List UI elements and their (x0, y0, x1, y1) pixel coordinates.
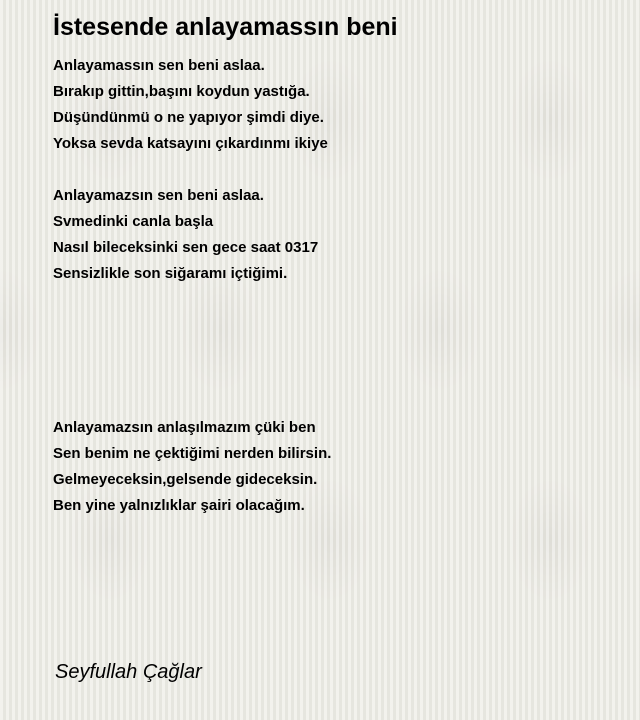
stanza-3 (53, 415, 613, 519)
poem-line: Gelmeyeceksin,gelsende gideceksin. (53, 471, 318, 488)
poem-line: Anlayamassın sen beni aslaa. (53, 57, 265, 74)
poem-body (53, 53, 613, 519)
poem-line: Anlayamazsın sen beni aslaa. (53, 187, 264, 204)
stanza-1 (53, 53, 613, 157)
poem-line: Svmedinki canla başla (53, 213, 214, 230)
poem-line: Anlayamazsın anlaşılmazım çüki ben (53, 419, 316, 436)
stanza-spacer (53, 287, 613, 415)
stanza-2 (53, 183, 613, 287)
poem-line: Sen benim ne çektiğimi nerden bilirsin. (53, 445, 332, 462)
poem-line: Düşündünmü o ne yapıyor şimdi diye. (53, 109, 324, 126)
poem-line: Yoksa sevda katsayını çıkardınmı ikiye (53, 135, 328, 152)
poem-line: Sensizlikle son siğaramı içtiğimi. (53, 265, 288, 282)
poem-line: Nasıl bileceksinki sen gece saat 0317 (53, 239, 319, 256)
poem-author: Seyfullah Çağlar (55, 661, 202, 683)
poem-line: Bırakıp gittin,başını koydun yastığa. (53, 83, 310, 100)
stanza-spacer (53, 157, 613, 183)
poem-line: Ben yine yalnızlıklar şairi olacağım. (53, 497, 305, 514)
poem-title: İstesende anlayamassın beni (53, 13, 398, 41)
